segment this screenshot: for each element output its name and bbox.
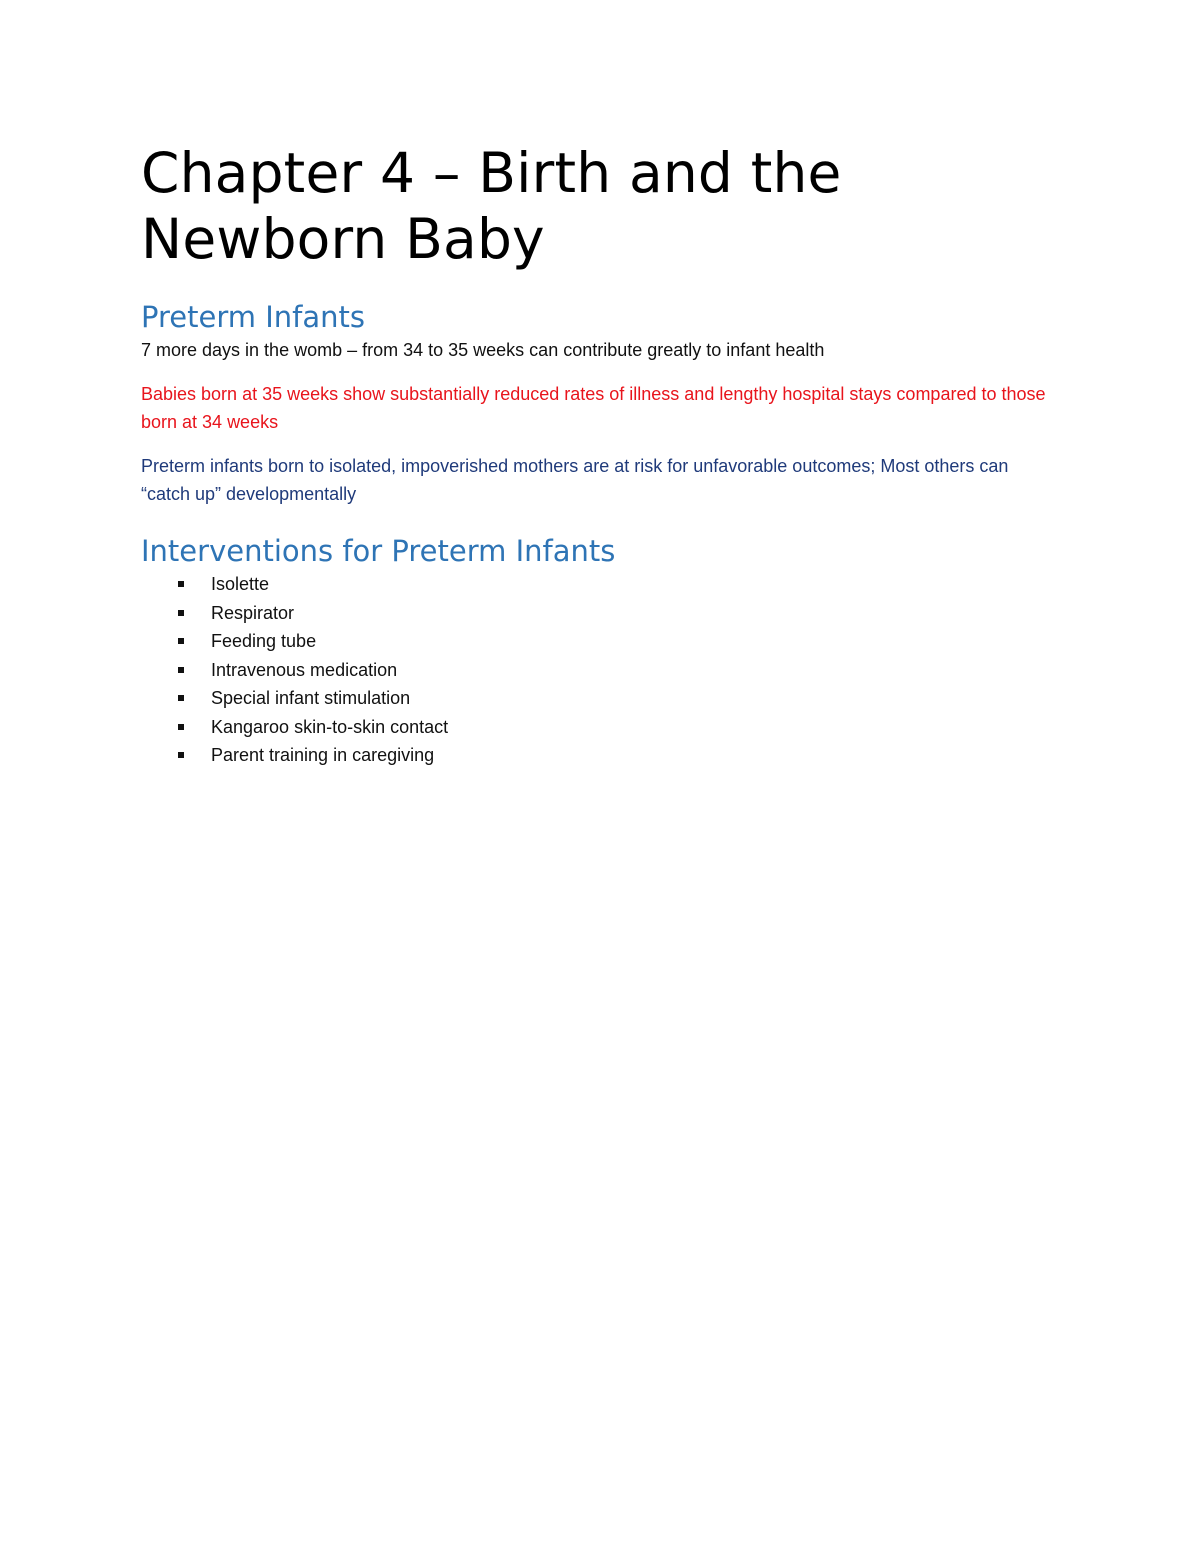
paragraph-isolated-mothers: Preterm infants born to isolated, impoverished mothers are at risk for unfavorable outcomes; Most others can “catch up” developmentally [141,456,1009,504]
paragraph-35-weeks: Babies born at 35 weeks show substantially reduced rates of illness and lengthy hospital stays compared to those born at 34 weeks [141,384,1046,432]
square-bullet-icon [178,581,184,587]
list-item [141,599,1056,628]
list-item [141,627,1056,656]
square-bullet-icon [178,695,184,701]
list-item-label: Special infant stimulation [211,688,411,708]
square-bullet-icon [178,752,184,758]
list-item [141,741,1056,770]
section-heading-preterm-infants: Preterm Infants [141,300,365,334]
page-content [141,140,1056,770]
list-item-label: Isolette [211,574,270,594]
list-item [141,570,1056,599]
list-item [141,656,1056,685]
square-bullet-icon [178,610,184,616]
square-bullet-icon [178,667,184,673]
list-item-label: Intravenous medication [211,659,398,680]
title-line-2: Newborn Baby [141,207,545,271]
document-title [141,140,1056,272]
section-heading-interventions: Interventions for Preterm Infants [141,534,616,568]
list-item-label: Respirator [211,602,295,623]
list-item [141,684,1056,713]
title-line-1: Chapter 4 – Birth and the [141,141,842,205]
interventions-list [141,570,1056,770]
list-item-label: Feeding tube [211,631,317,651]
square-bullet-icon [178,724,184,730]
list-item-label: Kangaroo skin-to-skin contact [211,716,449,737]
square-bullet-icon [178,638,184,644]
paragraph-womb-days: 7 more days in the womb – from 34 to 35 weeks can contribute greatly to infant health [141,340,825,360]
list-item [141,713,1056,742]
list-item-label: Parent training in caregiving [211,745,435,765]
